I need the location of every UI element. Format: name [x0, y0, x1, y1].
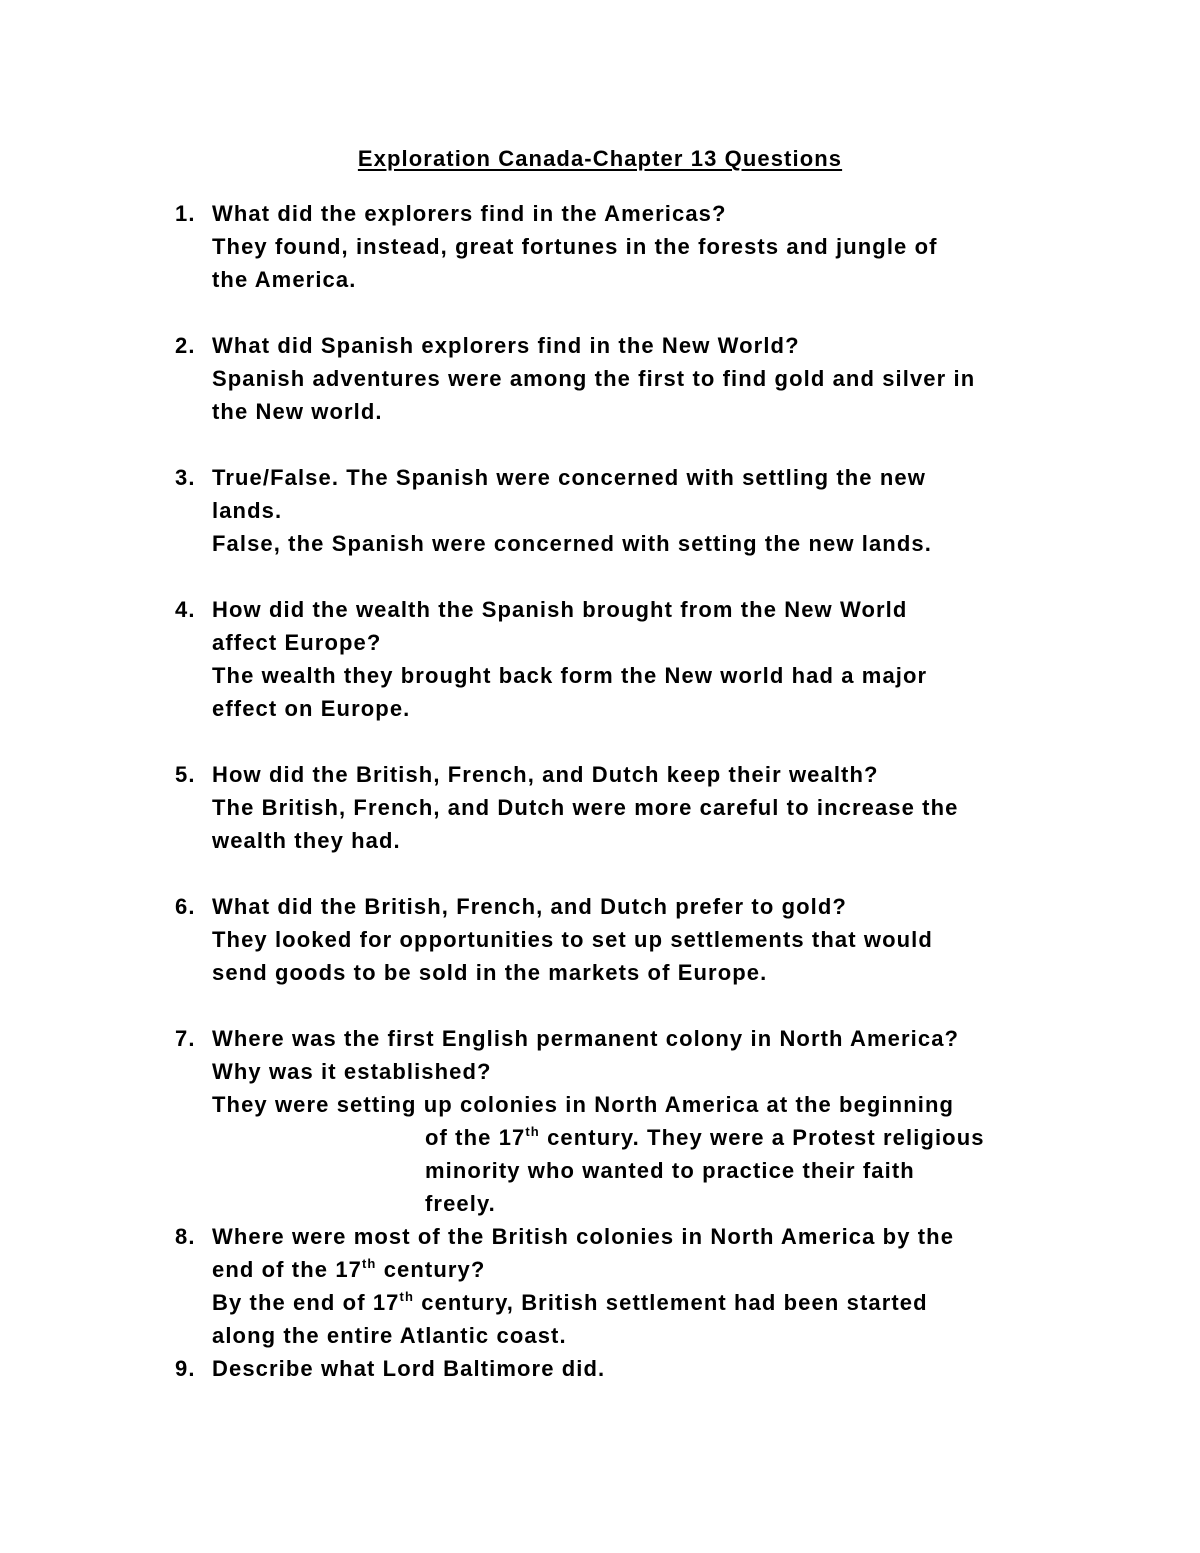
answer-line: the New world. [212, 399, 383, 424]
answer-text: century, British settlement had been started [414, 1290, 928, 1315]
question-text: affect Europe? [212, 630, 382, 655]
spacer [175, 428, 1075, 461]
question-text: True/False. The Spanish were concerned with settling the new [212, 465, 926, 490]
question-list [175, 197, 1075, 1385]
question-number: 3. [175, 465, 196, 490]
answer-line: They looked for opportunities to set up settlements that would [212, 927, 933, 952]
answer-line: The British, French, and Dutch were more careful to increase the [212, 795, 959, 820]
spacer [175, 989, 1075, 1022]
question-number: 2. [175, 333, 196, 358]
question-number: 7. [175, 1026, 196, 1051]
question-item-1 [175, 197, 1075, 296]
answer-text: century. They were a Protest religious [539, 1125, 985, 1150]
answer-line: They were setting up colonies in North America at the beginning [212, 1092, 955, 1117]
question-text: Describe what Lord Baltimore did. [212, 1356, 606, 1381]
spacer [175, 725, 1075, 758]
question-number: 8. [175, 1224, 196, 1249]
answer-line: send goods to be sold in the markets of Europe. [212, 960, 768, 985]
answer-line: minority who wanted to practice their faith [425, 1158, 915, 1183]
question-number: 5. [175, 762, 196, 787]
answer-line: along the entire Atlantic coast. [212, 1323, 567, 1348]
question-number: 9. [175, 1356, 196, 1381]
question-number: 1. [175, 201, 196, 226]
answer-line: They found, instead, great fortunes in the forests and jungle of [212, 234, 938, 259]
document-title: Exploration Canada-Chapter 13 Questions [357, 146, 843, 171]
question-text: What did Spanish explorers find in the New World? [212, 333, 800, 358]
question-text: Where was the first English permanent colony in North America? [212, 1026, 960, 1051]
question-item-7 [175, 1022, 1075, 1220]
question-text: How did the wealth the Spanish brought from the New World [212, 597, 908, 622]
question-fragment: century? [376, 1257, 486, 1282]
answer-line: freely. [425, 1191, 496, 1216]
answer-line: effect on Europe. [212, 696, 411, 721]
answer-line: the America. [212, 267, 357, 292]
question-item-6 [175, 890, 1075, 989]
answer-line: Spanish adventures were among the first to find gold and silver in [212, 366, 976, 391]
ordinal-suffix: th [362, 1256, 377, 1271]
question-fragment: end of the 17 [212, 1257, 362, 1282]
question-text: lands. [212, 498, 283, 523]
question-item-3 [175, 461, 1075, 560]
question-item-9 [175, 1352, 1075, 1385]
answer-line [212, 1121, 1075, 1154]
question-text: Where were most of the British colonies in North America by the [212, 1224, 955, 1249]
answer-text: By the end of 17 [212, 1290, 400, 1315]
answer-line: wealth they had. [212, 828, 401, 853]
question-number: 4. [175, 597, 196, 622]
question-text: Why was it established? [212, 1059, 492, 1084]
answer-line: False, the Spanish were concerned with setting the new lands. [212, 531, 932, 556]
question-text: What did the explorers find in the Americas? [212, 201, 727, 226]
question-item-2 [175, 329, 1075, 428]
answer-line [212, 1286, 1075, 1319]
spacer [175, 560, 1075, 593]
question-number: 6. [175, 894, 196, 919]
answer-text: of the 17 [425, 1125, 526, 1150]
spacer [175, 857, 1075, 890]
ordinal-suffix: th [399, 1289, 415, 1304]
question-text [212, 1253, 1075, 1286]
question-text: What did the British, French, and Dutch prefer to gold? [212, 894, 847, 919]
answer-line: The wealth they brought back form the New world had a major [212, 663, 928, 688]
question-item-5 [175, 758, 1075, 857]
spacer [175, 296, 1075, 329]
ordinal-suffix: th [525, 1124, 540, 1139]
question-item-8 [175, 1220, 1075, 1352]
question-item-4 [175, 593, 1075, 725]
question-text: How did the British, French, and Dutch keep their wealth? [212, 762, 879, 787]
